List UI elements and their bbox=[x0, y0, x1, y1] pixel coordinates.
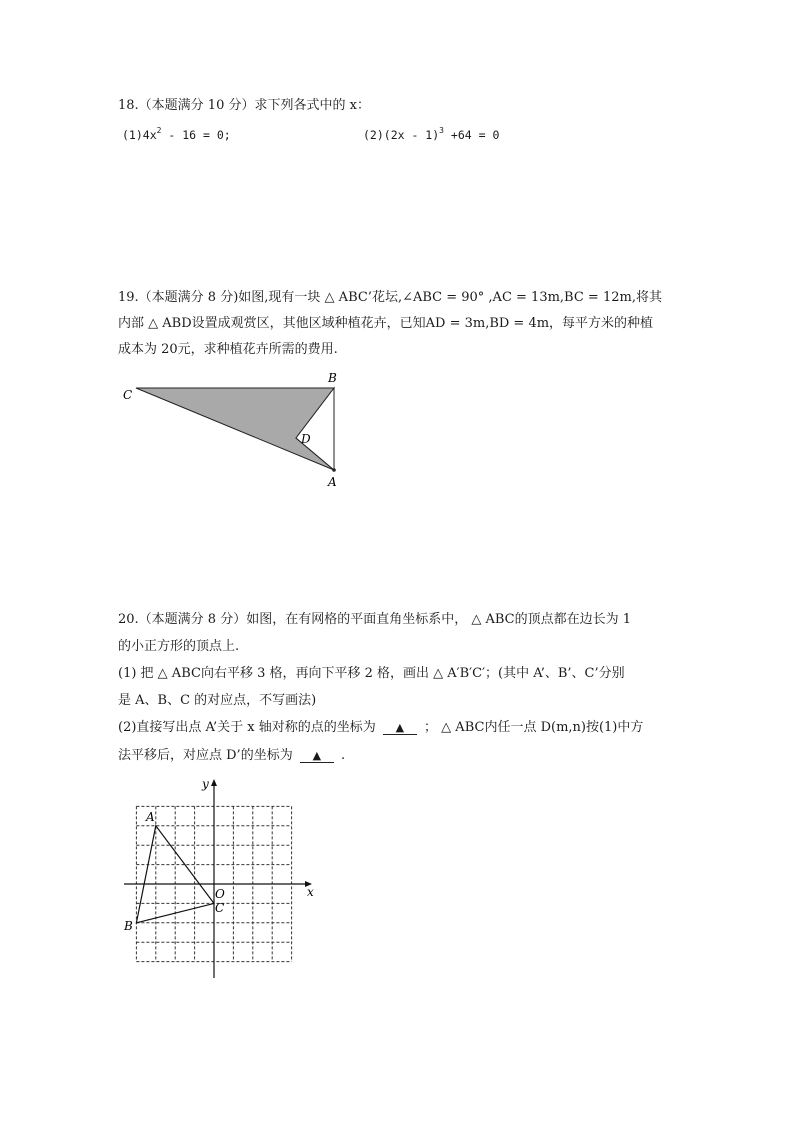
q18-title-text: 18.（本题满分 10 分）求下列各式中的 x： bbox=[118, 98, 370, 113]
q19-line3: 成本为 20元，求种植花卉所需的费用. bbox=[118, 342, 338, 357]
q18-part1-suffix: - 16 = 0; bbox=[161, 128, 231, 142]
q18-part2-prefix: (2)(2x - 1) bbox=[363, 128, 440, 142]
q19-label-c: C bbox=[123, 388, 133, 402]
q20-label-a: A bbox=[146, 810, 155, 824]
q19-label-b: B bbox=[328, 371, 337, 385]
q20-line1: 20.（本题满分 8 分）如图，在有网格的平面直角坐标系中， △ ABC的顶点都在边长为 1 bbox=[118, 612, 632, 627]
q20-line5-text-b: ； △ ABC内任一点 D(m,n)按(1)中方 bbox=[424, 720, 644, 735]
q19-point-a-dot bbox=[332, 468, 336, 472]
q18-part2-exponent: 3 bbox=[439, 126, 444, 135]
q20-answer-blank-1: ▲ bbox=[383, 722, 417, 735]
q18-part1-prefix: (1)4x bbox=[122, 128, 157, 142]
q20-label-b: B bbox=[124, 919, 133, 933]
q19-line2: 内部 △ ABD设置成观赏区，其他区域种植花卉，已知AD = 3m,BD = 4m，每平方米的种植 bbox=[118, 316, 654, 331]
q19-line1: 19.（本题满分 8 分)如图,现有一块 △ ABC’花坛,∠ABC = 90° ,AC = 13m,BC = 12m,将其 bbox=[118, 290, 662, 305]
q20-line6-text-a: 法平移后，对应点 D’的坐标为 bbox=[118, 748, 293, 763]
q20-grid-figure bbox=[120, 775, 330, 985]
q20-line2: 的小正方形的顶点上. bbox=[118, 639, 240, 654]
q19-triangle-figure bbox=[118, 370, 358, 490]
q20-label-x: x bbox=[307, 885, 314, 899]
q18-part1-exponent: 2 bbox=[156, 126, 162, 135]
q18-part2 bbox=[363, 127, 499, 143]
q20-line6 bbox=[118, 748, 345, 764]
q20-line3: (1) 把 △ ABC向右平移 3 格，再向下平移 2 格，画出 △ A′B′C′；(其中 A’、B’、C’分别 bbox=[118, 666, 625, 681]
q20-label-y: y bbox=[202, 777, 209, 791]
q19-label-a: A bbox=[328, 475, 337, 489]
q20-line6-text-b: . bbox=[340, 748, 346, 763]
q20-label-origin: O bbox=[215, 887, 225, 901]
q20-label-c: C bbox=[215, 901, 225, 915]
q20-y-axis-arrow bbox=[211, 779, 217, 786]
q18-part2-suffix: +64 = 0 bbox=[444, 128, 500, 142]
q18-part1 bbox=[122, 127, 231, 143]
q20-line4: 是 A、B、C 的对应点，不写画法) bbox=[118, 693, 317, 708]
q20-line5-text-a: (2)直接写出点 A’关于 x 轴对称的点的坐标为 bbox=[118, 720, 376, 735]
q20-line5 bbox=[118, 720, 643, 736]
q18-title bbox=[118, 98, 370, 114]
q19-label-d: D bbox=[301, 432, 311, 446]
q20-answer-blank-2: ▲ bbox=[300, 750, 334, 763]
